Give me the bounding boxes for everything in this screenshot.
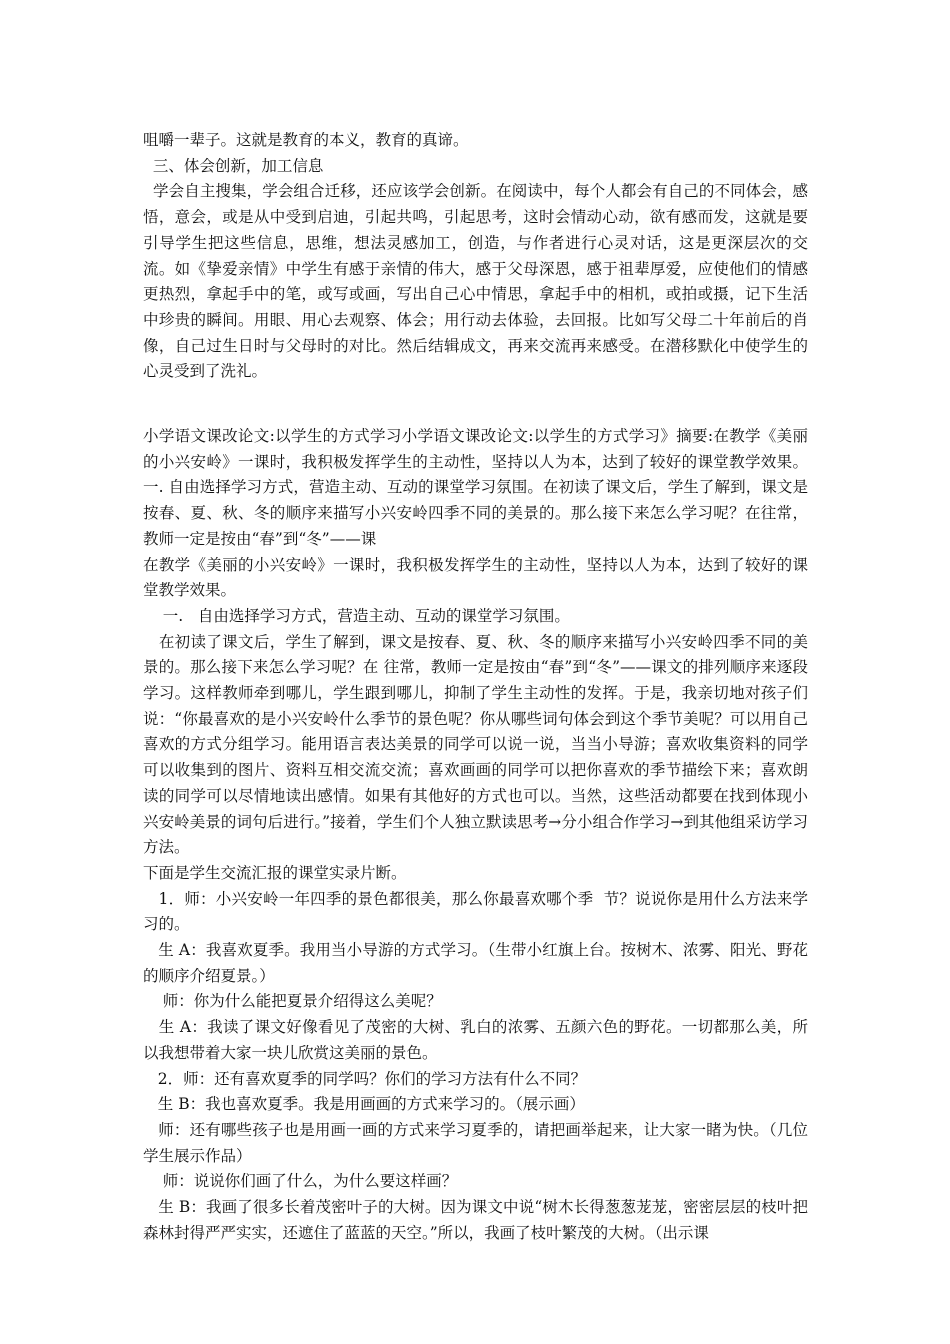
paragraph: 在初读了课文后，学生了解到，课文是按春、夏、秋、冬的顺序来描写小兴安岭四季不同的美景的。那么接下来怎么学习呢？在 往常，教师一定是按由“春”到“冬”——课文的排列顺序来逐段学习。这样教师牵到哪儿，学生跟到哪儿，抑制了学生主动性的发挥。于是，我亲切地对孩子们说：“你最喜欢的是小兴安岭什么季节的景色呢？你从哪些词句体会到这个季节美呢？可以用自己喜欢的方式分组学习。能用语言表达美景的同学可以说一说，当当小导游；喜欢收集资料的同学可以收集到的图片、资料互相交流交流；喜欢画画的同学可以把你喜欢的季节描绘下来；喜欢朗读的同学可以尽情地读出感情。如果有其他好的方式也可以。当然，这些活动都要在找到体现小兴安岭美景的词句后进行。”接着，学生们个人独立默读思考→分小组合作学习→到其他组采访学习方法。 bbox=[143, 632, 808, 857]
section-1 bbox=[143, 128, 808, 385]
paragraph: 在教学《美丽的小兴安岭》一课时，我积极发挥学生的主动性，坚持以人为本，达到了较好的课堂教学效果。 bbox=[143, 555, 808, 600]
article-abstract: 小学语文课改论文:以学生的方式学习小学语文课改论文:以学生的方式学习》摘要:在教学《美丽的小兴安岭》一课时，我积极发挥学生的主动性，坚持以人为本，达到了较好的课堂教学效果。一. 自由选择学习方式，营造主动、互动的课堂学习氛围。在初读了课文后，学生了解到，课文是按春、夏、秋、冬的顺序来描写小兴安岭四季不同的美景的。那么接下来怎么学习呢？在往常，教师一定是按由“春”到“冬”——课 bbox=[143, 427, 808, 548]
paragraph: 下面是学生交流汇报的课堂实录片断。 bbox=[143, 863, 407, 882]
dialogue-line: 1．师：小兴安岭一年四季的景色都很美，那么你最喜欢哪个季 节？说说你是用什么方法来学习的。 bbox=[143, 889, 809, 934]
section-2 bbox=[143, 424, 808, 1247]
dialogue-line: 生 A：我喜欢夏季。我用当小导游的方式学习。（生带小红旗上台。按树木、浓雾、阳光、野花的顺序介绍夏景。） bbox=[143, 941, 809, 985]
section-heading: 三、体会创新，加工信息 bbox=[143, 156, 324, 175]
dialogue-line: 师：你为什么能把夏景介绍得这么美呢？ bbox=[143, 992, 442, 1011]
dialogue-line: 2．师：还有喜欢夏季的同学吗？你们的学习方法有什么不同？ bbox=[143, 1069, 587, 1088]
section-heading: 一. 自由选择学习方式，营造主动、互动的课堂学习氛围。 bbox=[143, 606, 570, 625]
paragraph: 咀嚼一辈子。这就是教育的本义，教育的真谛。 bbox=[143, 131, 469, 149]
dialogue-line: 生 A：我读了课文好像看见了茂密的大树、乳白的浓雾、五颜六色的野花。一切都那么美，所以我想带着大家一块儿欣赏这美丽的景色。 bbox=[143, 1018, 809, 1062]
paragraph: 学会自主搜集，学会组合迁移，还应该学会创新。在阅读中，每个人都会有自己的不同体会，感悟，意会，或是从中受到启迪，引起共鸣，引起思考，这时会情动心动，欲有感而发，这就是要引导学生把这些信息，思维，想法灵感加工，创造，与作者进行心灵对话，这是更深层次的交流。如《挚爱亲情》中学生有感于亲情的伟大，感于父母深恩，感于祖辈厚爱，应使他们的情感更热烈，拿起手中的笔，或写或画，写出自己心中情思，拿起手中的相机，或拍或摄，记下生活中珍贵的瞬间。用眼、用心去观察、体会；用行动去体验，去回报。比如写父母二十年前后的肖像，自己过生日时与父母时的对比。然后结辑成文，再来交流再来感受。在潜移默化中使学生的心灵受到了洗礼。 bbox=[143, 182, 808, 381]
dialogue-line: 师：说说你们画了什么，为什么要这样画？ bbox=[143, 1172, 458, 1191]
dialogue-line: 生 B：我画了很多长着茂密叶子的大树。因为课文中说“树木长得葱葱茏茏，密密层层的枝叶把森林封得严严实实，还遮住了蓝蓝的天空。”所以，我画了枝叶繁茂的大树。（出示课 bbox=[143, 1198, 809, 1242]
dialogue-line: 生 B：我也喜欢夏季。我是用画画的方式来学习的。（展示画） bbox=[143, 1095, 585, 1114]
dialogue-line: 师：还有哪些孩子也是用画一画的方式来学习夏季的，请把画举起来，让大家一睹为快。（几位学生展示作品） bbox=[143, 1120, 808, 1165]
